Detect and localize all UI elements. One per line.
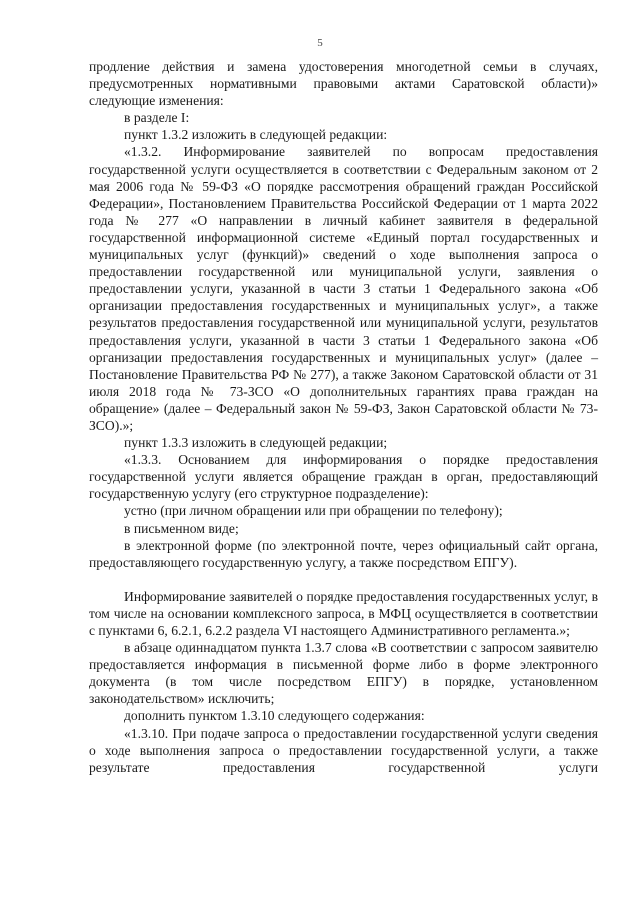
paragraph: «1.3.2. Информирование заявителей по вопросам предоставления государственной услуги осуществляется в соответствии с Федеральным законом от 2 мая 2006 года № 59-ФЗ «О порядке рассмотрения обращений граждан Российской Федерации», Постановлением Правительства Российской Федерации от 1 марта 2022 года № 277 «О направлении в личный кабинет заявителя в федеральной государственной информационной системе «Единый портал государственных и муниципальных услуг (функций)» сведений о ходе выполнения запроса о предоставлении государственной или муниципальной услуги, заявления о предоставлении услуги, указанной в части 3 статьи 1 Федерального закона «Об организации предоставления государственных и муниципальных услуг», а также результатов предоставления государственной или муниципальной услуги, результатов предоставления услуги, указанной в части 3 статьи 1 Федерального закона «Об организации предоставления государственных и муниципальных услуг» (далее – Постановление Правительства РФ № 277), а также Законом Саратовской области от 31 июля 2018 года № 73-ЗСО «О дополнительных гарантиях права граждан на обращение» (далее – Федеральный закон № 59-ФЗ, Закон Саратовской области № 73-ЗСО).»; (89, 144, 598, 433)
paragraph: продление действия и замена удостоверения многодетной семьи в случаях, предусмотренных нормативными правовыми актами Саратовской области)» следующие изменения: (89, 59, 598, 109)
paragraph: «1.3.10. При подаче запроса о предоставлении государственной услуги сведения о ходе выполнения запроса о предоставлении государственной услуги, а также результате предоставления государственной услуги (89, 725, 598, 775)
paragraph: дополнить пунктом 1.3.10 следующего содержания: (124, 708, 425, 724)
page-number: 5 (317, 37, 323, 49)
paragraph: пункт 1.3.2 изложить в следующей редакции: (124, 127, 388, 143)
paragraph: в абзаце одиннадцатом пункта 1.3.7 слова «В соответствии с запросом заявителю предоставляется информация в письменной форме либо в форме электронного документа (в том числе посредством ЕПГУ) в порядке, установленном законодательством» исключить; (89, 640, 598, 707)
paragraph: устно (при личном обращении или при обращении по телефону); (124, 503, 503, 519)
paragraph: Информирование заявителей о порядке предоставления государственных услуг, в том числе на основании комплексного запроса, в МФЦ осуществляется в соответствии с пунктами 6, 6.2.1, 6.2.2 раздела VI настоящего Административного регламента.»; (89, 588, 598, 638)
paragraph: в электронной форме (по электронной почте, через официальный сайт органа, предоставляющего государственную услугу, а также посредством ЕПГУ). (89, 537, 598, 570)
paragraph: в разделе I: (124, 110, 190, 126)
document-body (89, 58, 598, 776)
paragraph: пункт 1.3.3 изложить в следующей редакции; (124, 435, 388, 451)
paragraph: «1.3.3. Основанием для информирования о порядке предоставления государственной услуги является обращение граждан в орган, предоставляющий государственную услугу (его структурное подразделение): (89, 452, 598, 502)
paragraph: в письменном виде; (124, 520, 239, 536)
